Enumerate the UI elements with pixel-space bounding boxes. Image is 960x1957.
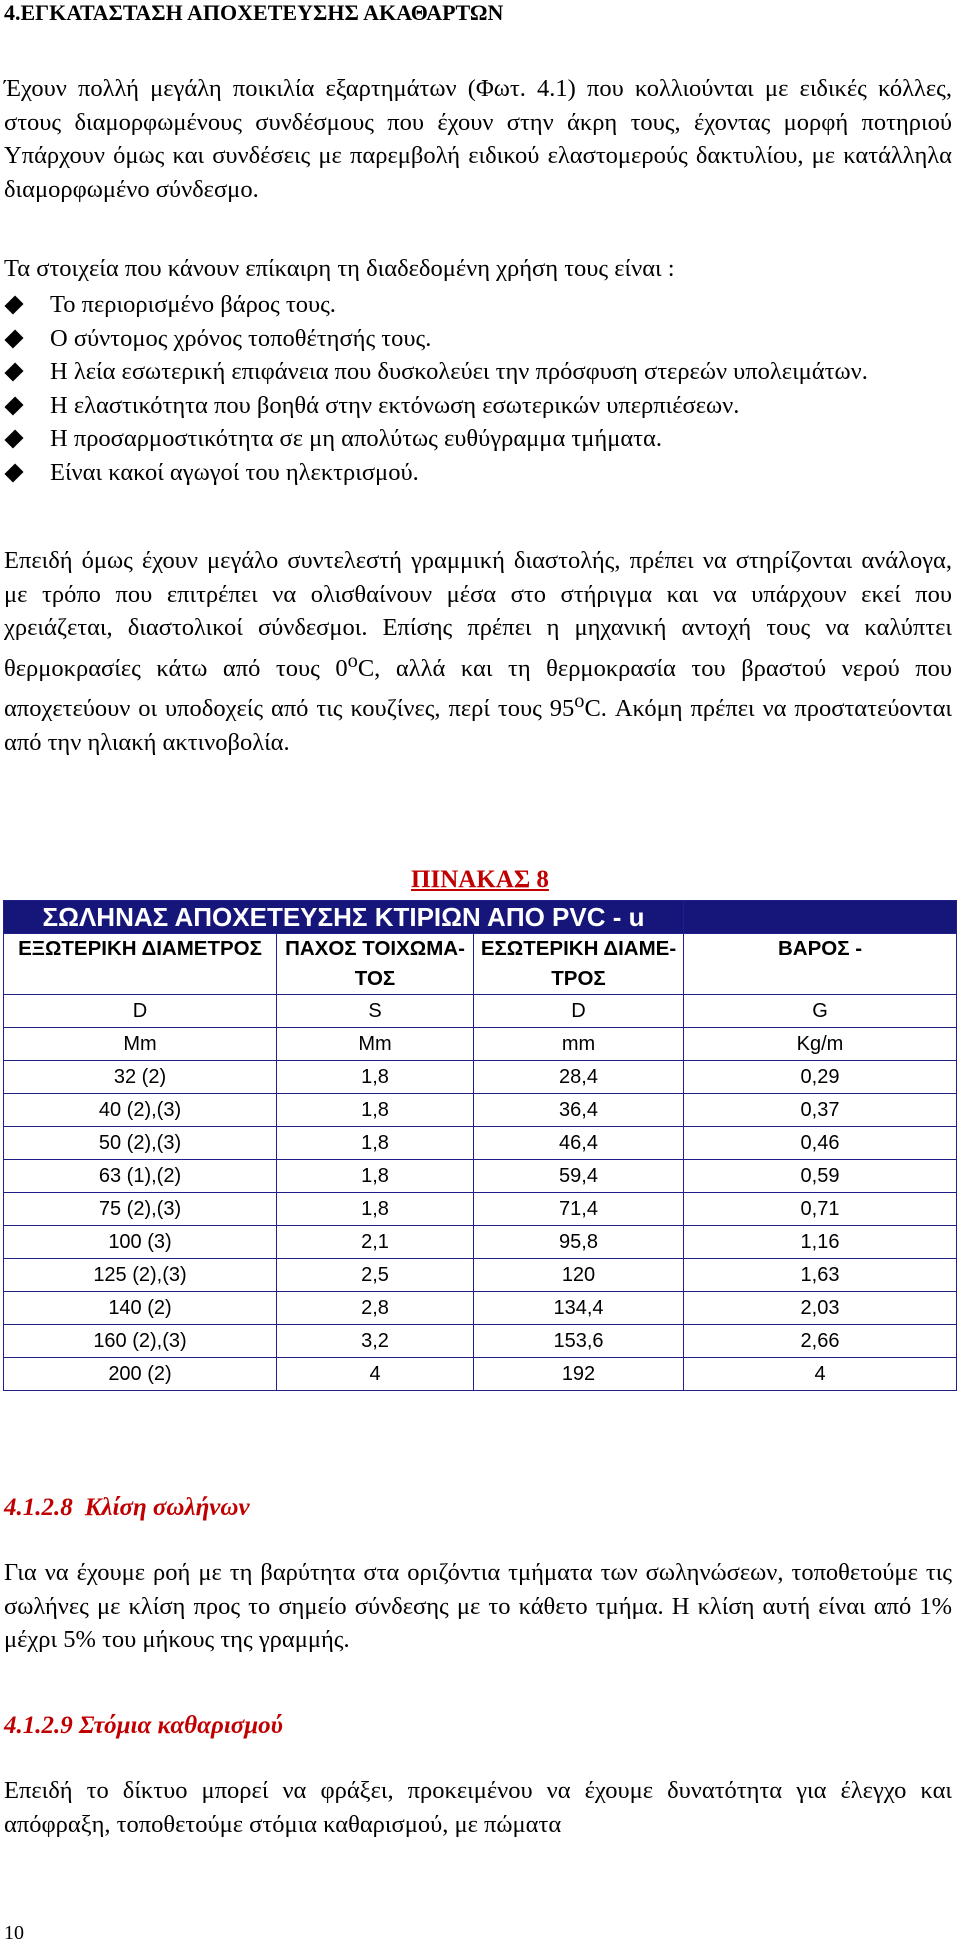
- table-caption: ΠΙΝΑΚΑΣ 8: [411, 866, 549, 893]
- table-row: 40 (2),(3) 1,8 36,4 0,37: [4, 1094, 957, 1127]
- expansion-paragraph: Επειδή όμως έχουν μεγάλο συντελεστή γραμμική διαστολής, πρέπει να στηρίζονται ανάλογα, με τρόπο που επιτρέπει να ολισθαίνουν μέσα στο στήριγμα και να υπάρχουν εκεί που χρειάζεται, διαστολικοί σύνδεσμοι. Επίσης πρέπει η μηχανική αντοχή τους να καλύπτει θερμοκρασίες κάτω από τους $0^oC$, αλλά και τη θερμοκρασία του βραστού νερού που αποχετεύουν οι υποδοχείς από τις κουζίνες, περί τους $95^oC$. Ακόμη πρέπει να προστατεύονται από την ηλιακή ακτινοβολία.: [4, 547, 953, 756]
- slope-paragraph: Για να έχουμε ροή με τη βαρύτητα στα οριζόντια τμήματα των σωληνώσεων, τοποθετούμε τις σωλήνες με κλίση προς το σημείο σύνδεσης με το κάθετο τμήμα. Η κλίση αυτή είναι από 1% μέχρι 5% του μήκους της γραμμής.: [4, 1559, 952, 1653]
- bullet-item: Η προσαρμοστικότητα σε μη απολύτως ευθύγραμμα τμήματα.: [4, 422, 952, 456]
- section-heading: 4.ΕΓΚΑΤΑΣΤΑΣΗ ΑΠΟΧΕΤΕΥΣΗΣ ΑΚΑΘΑΡΤΩΝ: [4, 0, 504, 25]
- subsection-heading: 4.1.2.9 Στόμια καθαρισμού: [4, 1712, 283, 1739]
- table-row: 200 (2) 4 192 4: [4, 1358, 957, 1391]
- table-title-row: [4, 901, 957, 934]
- table-row: 63 (1),(2) 1,8 59,4 0,59: [4, 1160, 957, 1193]
- table-row: 140 (2) 2,8 134,4 2,03: [4, 1292, 957, 1325]
- table-row: 160 (2),(3) 3,2 153,6 2,66: [4, 1325, 957, 1358]
- diamond-bullet-icon: [4, 329, 23, 348]
- bullet-item: Το περιορισμένο βάρος τους.: [4, 288, 952, 322]
- table-symbol-row: D S D G: [4, 995, 957, 1028]
- intro-paragraph: Έχουν πολλή μεγάλη ποικιλία εξαρτημάτων (Φωτ. 4.1) που κολλιούνται με ειδικές κόλλες, στους διαμορφωμένους συνδέσμους που έχουν στην άκρη τους, έχοντας μορφή ποτηριού Υπάρχουν όμως και συνδέσεις με παρεμβολή ειδικού ελαστομερούς δακτυλίου, με κατάλληλα διαμορφωμένο σύνδεσμο.: [4, 75, 952, 203]
- diamond-bullet-icon: [4, 429, 23, 448]
- diamond-bullet-icon: [4, 463, 23, 482]
- page-number: 10: [4, 1922, 24, 1944]
- bullets-intro: Τα στοιχεία που κάνουν επίκαιρη τη διαδεδομένη χρήση τους είναι :: [4, 255, 675, 282]
- bullet-item: Η ελαστικότητα που βοηθά στην εκτόνωση εσωτερικών υπερπιέσεων.: [4, 389, 952, 423]
- table-title: ΣΩΛΗΝΑΣ ΑΠΟΧΕΤΕΥΣΗΣ ΚΤΙΡΙΩΝ ΑΠΟ PVC - u: [4, 901, 684, 934]
- column-header: ΠΑΧΟΣ ΤΟΙΧΩΜΑ-ΤΟΣ: [277, 934, 474, 995]
- table-row: 75 (2),(3) 1,8 71,4 0,71: [4, 1193, 957, 1226]
- table-row: 125 (2),(3) 2,5 120 1,63: [4, 1259, 957, 1292]
- table-row: 32 (2) 1,8 28,4 0,29: [4, 1061, 957, 1094]
- diamond-bullet-icon: [4, 295, 23, 314]
- pvc-pipe-table: [3, 900, 957, 1391]
- table-header-row: [4, 934, 957, 995]
- table-row: 50 (2),(3) 1,8 46,4 0,46: [4, 1127, 957, 1160]
- table-unit-row: Mm Mm mm Kg/m: [4, 1028, 957, 1061]
- bullet-list: [4, 288, 952, 489]
- cleanout-paragraph: Επειδή το δίκτυο μπορεί να φράξει, προκειμένου να έχουμε δυνατότητα για έλεγχο και απόφραξη, τοποθετούμε στόμια καθαρισμού, με πώματα: [4, 1777, 952, 1838]
- diamond-bullet-icon: [4, 362, 23, 381]
- column-header: ΒΑΡΟΣ -: [684, 934, 957, 995]
- subsection-heading: 4.1.2.8 Κλίση σωλήνων: [4, 1494, 250, 1521]
- column-header: ΕΣΩΤΕΡΙΚΗ ΔΙΑΜΕ-ΤΡΟΣ: [474, 934, 684, 995]
- bullet-item: Ο σύντομος χρόνος τοποθέτησής τους.: [4, 322, 952, 356]
- column-header: ΕΞΩΤΕΡΙΚΗ ΔΙΑΜΕΤΡΟΣ: [4, 934, 277, 995]
- diamond-bullet-icon: [4, 396, 23, 415]
- bullet-item: Η λεία εσωτερική επιφάνεια που δυσκολεύει την πρόσφυση στερεών υπολειμάτων.: [4, 355, 952, 389]
- bullet-item: Είναι κακοί αγωγοί του ηλεκτρισμού.: [4, 456, 952, 490]
- table-row: 100 (3) 2,1 95,8 1,16: [4, 1226, 957, 1259]
